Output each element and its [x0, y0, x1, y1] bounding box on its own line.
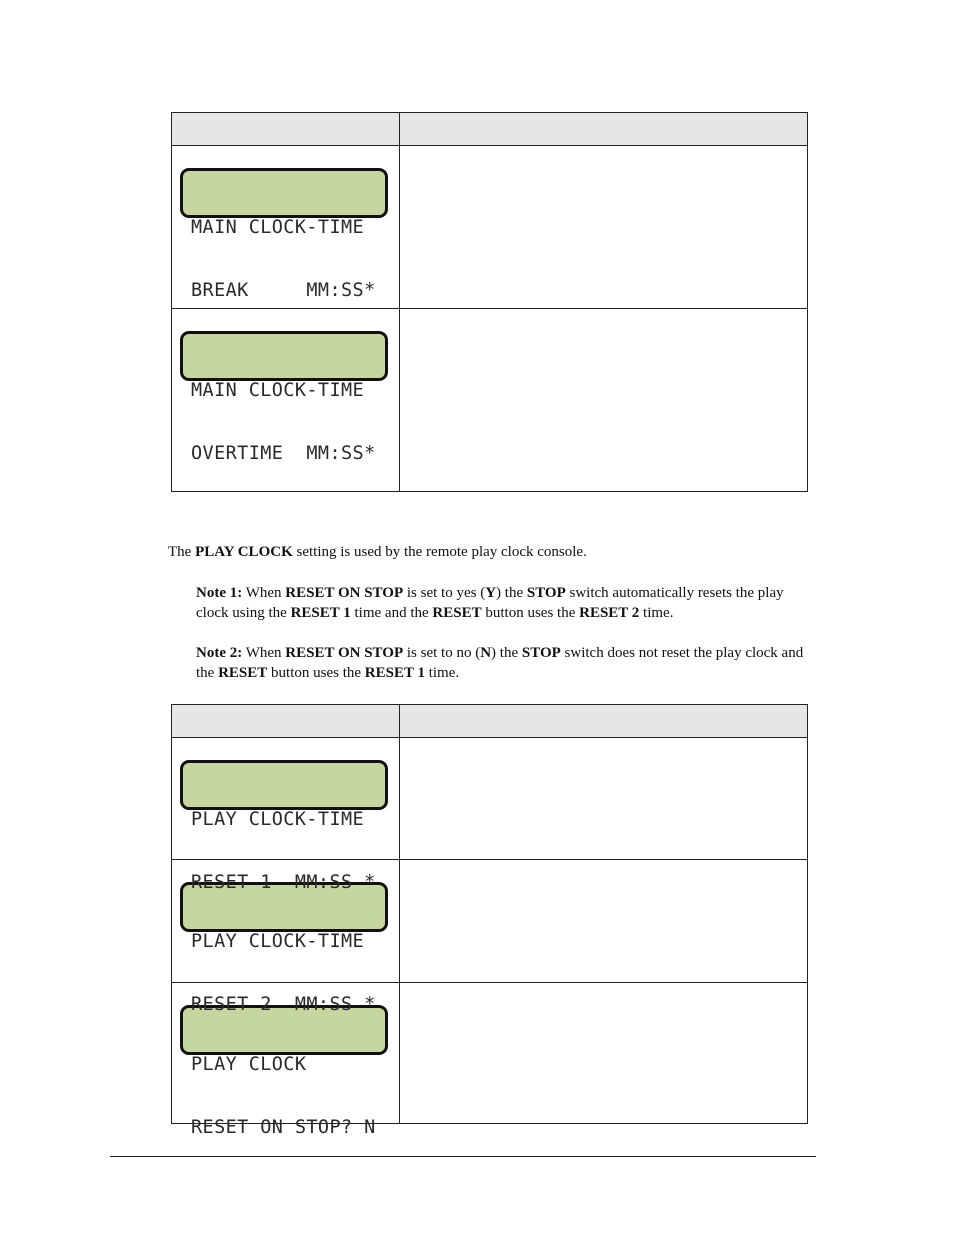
lcd-line-2: RESET 2 MM:SS * [191, 994, 376, 1015]
lcd-line-2: OVERTIME MM:SS* [191, 443, 376, 464]
lcd-line-1: PLAY CLOCK [191, 1054, 307, 1075]
main-clock-settings-table [171, 112, 808, 492]
play-clock-intro: The PLAY CLOCK setting is used by the remote play clock console. [168, 544, 587, 560]
footer-divider [110, 1156, 816, 1157]
lcd-display [180, 760, 388, 893]
table-row [172, 309, 808, 492]
table-row [172, 146, 808, 309]
note-2: Note 2: When RESET ON STOP is set to no (N) the STOP switch does not reset the play clock and the RESET button uses the RESET 1 time. [196, 645, 804, 681]
lcd-display [180, 168, 388, 301]
lcd-line-2: RESET 1 MM:SS * [191, 872, 376, 893]
lcd-line-1: MAIN CLOCK-TIME [191, 380, 365, 401]
table-header-row [172, 113, 808, 146]
lcd-line-1: PLAY CLOCK-TIME [191, 809, 365, 830]
lcd-line-2: BREAK MM:SS* [191, 280, 376, 301]
play-clock-settings-table [171, 704, 808, 1138]
lcd-line-1: PLAY CLOCK-TIME [191, 931, 365, 952]
table-header-row [172, 705, 808, 738]
lcd-line-1: MAIN CLOCK-TIME [191, 217, 365, 238]
lcd-line-2: RESET ON STOP? N [191, 1117, 376, 1138]
table-row [172, 738, 808, 860]
note-1: Note 1: When RESET ON STOP is set to yes (Y) the STOP switch automatically resets the play clock using the RESET 1 time and the RESET button uses the RESET 2 time. [196, 585, 784, 621]
